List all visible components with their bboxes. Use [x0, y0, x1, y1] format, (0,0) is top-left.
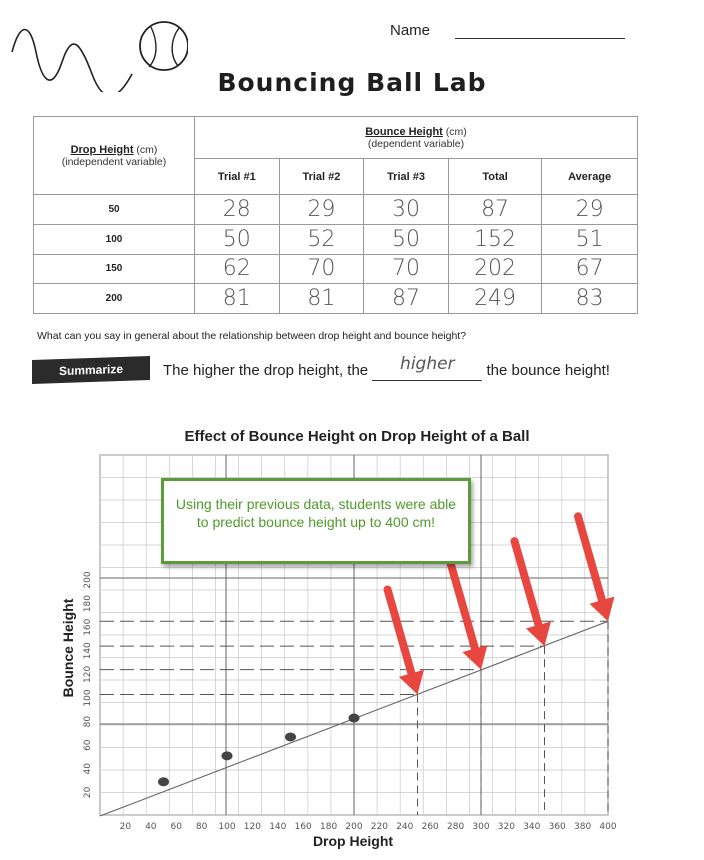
summary-prefix: The higher the drop height, the — [163, 362, 373, 379]
data-point — [349, 714, 360, 723]
summarize-badge: Summarize — [32, 356, 150, 384]
x-tick-label: 380 — [574, 822, 592, 832]
x-tick-label: 340 — [523, 822, 541, 832]
drop-height-sub: (independent variable) — [61, 155, 167, 168]
x-tick-label: 80 — [195, 822, 208, 832]
drop-height-cell: 100 — [34, 224, 195, 254]
x-tick-label: 200 — [345, 822, 363, 832]
value-cell: 83 — [542, 284, 638, 314]
value-cell: 87 — [448, 195, 541, 225]
drop-height-label: Drop Height — [70, 143, 134, 156]
x-tick-label: 160 — [294, 822, 312, 832]
x-tick-label: 20 — [119, 822, 132, 832]
value-cell: 30 — [364, 195, 449, 225]
data-point — [158, 777, 169, 786]
x-tick-label: 100 — [218, 822, 236, 832]
y-tick-label: 160 — [83, 618, 93, 636]
data-table — [33, 116, 638, 314]
value-cell: 29 — [542, 195, 638, 225]
value-cell: 87 — [364, 284, 449, 314]
summary-answer: higher — [400, 354, 455, 374]
drop-height-cell: 150 — [34, 254, 195, 284]
y-tick-label: 180 — [83, 595, 93, 613]
summary-answer-blank[interactable] — [372, 354, 482, 381]
y-tick-label: 100 — [83, 689, 93, 707]
value-cell: 50 — [195, 224, 280, 254]
x-tick-label: 220 — [370, 822, 388, 832]
table-row — [34, 195, 638, 225]
x-tick-label: 140 — [269, 822, 287, 832]
value-cell: 249 — [448, 284, 541, 314]
value-cell: 51 — [542, 224, 638, 254]
x-tick-label: 120 — [243, 822, 261, 832]
callout-box: Using their previous data, students were able to predict bounce height up to 400 cm! — [161, 478, 471, 564]
x-tick-label: 320 — [497, 822, 515, 832]
drop-height-cell: 50 — [34, 195, 195, 225]
bounce-height-header — [195, 117, 638, 159]
y-tick-label: 200 — [83, 571, 93, 589]
question-text: What can you say in general about the relationship between drop height and bounce height? — [37, 330, 467, 342]
column-header: Total — [448, 159, 541, 195]
column-header: Trial #2 — [279, 159, 364, 195]
value-cell: 152 — [448, 224, 541, 254]
x-axis-title: Drop Height — [312, 833, 394, 849]
value-cell: 81 — [279, 284, 364, 314]
y-tick-label: 120 — [83, 665, 93, 683]
drop-height-cell: 200 — [34, 284, 195, 314]
data-point — [222, 751, 233, 760]
value-cell: 81 — [195, 284, 280, 314]
y-tick-label: 140 — [83, 642, 93, 660]
bounce-height-label: Bounce Height — [365, 125, 443, 138]
x-tick-label: 360 — [548, 822, 566, 832]
x-tick-label: 240 — [396, 822, 414, 832]
chart-title: Effect of Bounce Height on Drop Height of a Ball — [184, 428, 530, 445]
table-row — [34, 224, 638, 254]
name-field[interactable] — [455, 38, 625, 39]
summary-suffix: the bounce height! — [482, 362, 610, 379]
x-tick-label: 180 — [320, 822, 338, 832]
column-header: Average — [542, 159, 638, 195]
x-tick-label: 260 — [421, 822, 439, 832]
data-point — [285, 732, 296, 741]
table-row — [34, 254, 638, 284]
y-tick-label: 80 — [83, 715, 93, 728]
value-cell: 70 — [364, 254, 449, 284]
value-cell: 29 — [279, 195, 364, 225]
y-axis-title: Bounce Height — [60, 598, 76, 698]
drop-height-header — [34, 117, 195, 195]
y-tick-label: 60 — [83, 739, 93, 751]
drop-height-unit: (cm) — [133, 143, 158, 156]
value-cell: 28 — [195, 195, 280, 225]
value-cell: 67 — [542, 254, 638, 284]
column-header: Trial #1 — [195, 159, 280, 195]
bounce-height-sub: (dependent variable) — [367, 137, 465, 150]
value-cell: 52 — [279, 224, 364, 254]
value-cell: 70 — [279, 254, 364, 284]
x-tick-label: 300 — [472, 822, 490, 832]
x-tick-label: 60 — [170, 822, 182, 832]
column-header: Trial #3 — [364, 159, 449, 195]
bounce-height-unit: (cm) — [442, 125, 467, 138]
value-cell: 202 — [448, 254, 541, 284]
summary-sentence — [163, 354, 610, 381]
x-tick-label: 400 — [599, 822, 617, 832]
x-tick-label: 40 — [145, 822, 157, 832]
value-cell: 62 — [195, 254, 280, 284]
value-cell: 50 — [364, 224, 449, 254]
x-tick-label: 280 — [447, 822, 465, 832]
page-title: Bouncing Ball Lab — [217, 68, 487, 97]
name-label: Name — [390, 22, 431, 39]
y-tick-label: 20 — [83, 786, 93, 799]
y-tick-label: 40 — [83, 763, 93, 775]
table-row — [34, 284, 638, 314]
